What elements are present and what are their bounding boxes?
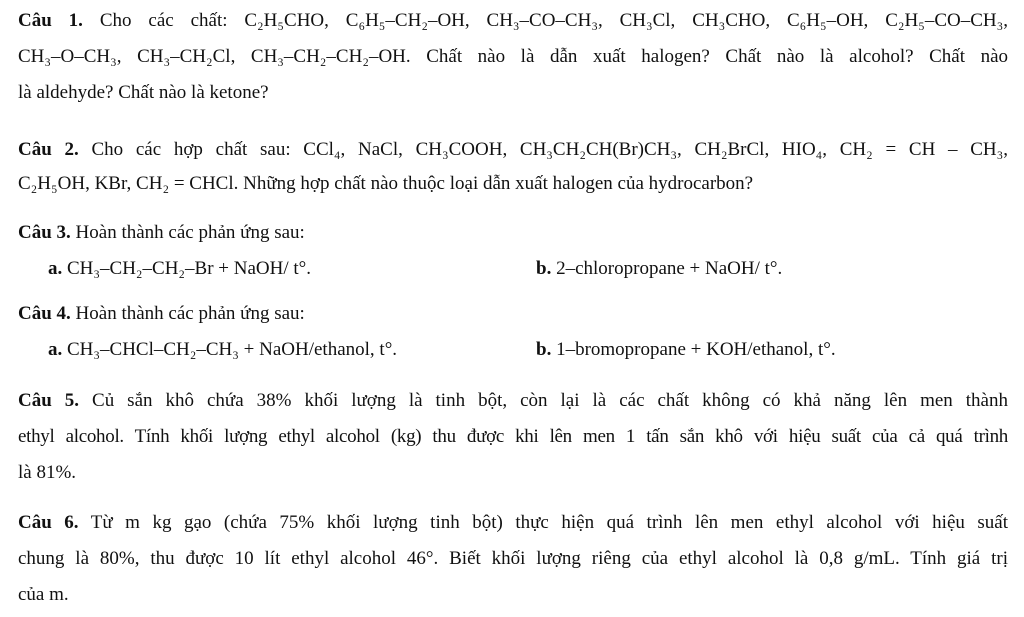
- question-5: [18, 388, 1008, 486]
- question-6-line-1: [18, 510, 1008, 536]
- question-4-part-b-text: 1–bromopropane + KOH/ethanol, t°.: [551, 339, 836, 360]
- question-3-part-a-text: CH₃–CH₂–CH₂–Br + NaOH/ t°.: [62, 258, 312, 279]
- question-2-number: Câu 2.: [18, 139, 79, 160]
- question-5-number: Câu 5.: [18, 390, 80, 411]
- question-4-part-a-text: CH₃–CHCl–CH₂–CH₃ + NaOH/ethanol, t°.: [62, 339, 398, 360]
- question-3-intro: [18, 220, 1008, 246]
- question-2-line-2: C₂H₅OH, KBr, CH₂ = CHCl. Những hợp chất nào thuộc loại dẫn xuất halogen của hydrocarbon?: [18, 173, 754, 194]
- question-6-text-1: Từ m kg gạo (chứa 75% khối lượng tinh bột) thực hiện quá trình lên men ethyl alcohol với hiệu suất: [78, 512, 1008, 533]
- question-3-part-a-label: a.: [48, 258, 63, 279]
- question-2-text-1: Cho các hợp chất sau: CCl₄, NaCl, CH₃COOH, CH₃CH₂CH(Br)CH₃, CH₂BrCl, HIO₄, CH₂ = CH – CH₃,: [78, 139, 1009, 160]
- question-5-line-1: [18, 388, 1008, 414]
- question-3-part-b-label: b.: [536, 258, 552, 279]
- question-1-number: Câu 1.: [18, 10, 83, 31]
- question-6-line-2: chung là 80%, thu được 10 lít ethyl alcohol 46°. Biết khối lượng riêng của ethyl alcohol là 0,8 g/mL. Tính giá trị: [18, 548, 1008, 569]
- question-4-part-a: [48, 337, 397, 363]
- question-5-line-2: ethyl alcohol. Tính khối lượng ethyl alcohol (kg) thu được khi lên men 1 tấn sắn khô với hiệu suất của cả quá trình: [18, 426, 1008, 447]
- question-1-text-1: Cho các chất: C₂H₅CHO, C₆H₅–CH₂–OH, CH₃–CO–CH₃, CH₃Cl, CH₃CHO, C₆H₅–OH, C₂H₅–CO–CH₃,: [82, 10, 1008, 31]
- question-3-intro-text: Hoàn thành các phản ứng sau:: [70, 222, 305, 243]
- question-1-line-2: CH₃–O–CH₃, CH₃–CH₂Cl, CH₃–CH₂–CH₂–OH. Chất nào là dẫn xuất halogen? Chất nào là alcohol? Chất nào: [18, 46, 1008, 67]
- question-6-number: Câu 6.: [18, 512, 79, 533]
- question-4: [18, 301, 1008, 327]
- question-3-part-b-text: 2–chloropropane + NaOH/ t°.: [551, 258, 783, 279]
- question-6: [18, 510, 1008, 608]
- question-4-part-b-label: b.: [536, 339, 552, 360]
- question-1-line-1: [18, 8, 1008, 34]
- question-1-line-3: là aldehyde? Chất nào là ketone?: [18, 82, 269, 103]
- question-4-parts: [48, 337, 1008, 363]
- question-2: [18, 137, 1008, 197]
- question-3: [18, 220, 1008, 246]
- question-4-part-b: [536, 337, 836, 363]
- question-4-intro-text: Hoàn thành các phản ứng sau:: [70, 303, 305, 324]
- question-2-line-1: [18, 137, 1008, 163]
- question-1: [18, 8, 1008, 106]
- question-3-part-a: [48, 256, 311, 282]
- question-6-line-3: của m.: [18, 584, 69, 605]
- question-5-text-1: Củ sắn khô chứa 38% khối lượng là tinh bột, còn lại là các chất không có khả năng lên men thành: [79, 390, 1008, 411]
- question-3-parts: [48, 256, 1008, 282]
- question-3-number: Câu 3.: [18, 222, 71, 243]
- question-5-line-3: là 81%.: [18, 462, 77, 483]
- question-4-part-a-label: a.: [48, 339, 63, 360]
- question-3-part-b: [536, 256, 782, 282]
- question-4-number: Câu 4.: [18, 303, 71, 324]
- question-4-intro: [18, 301, 1008, 327]
